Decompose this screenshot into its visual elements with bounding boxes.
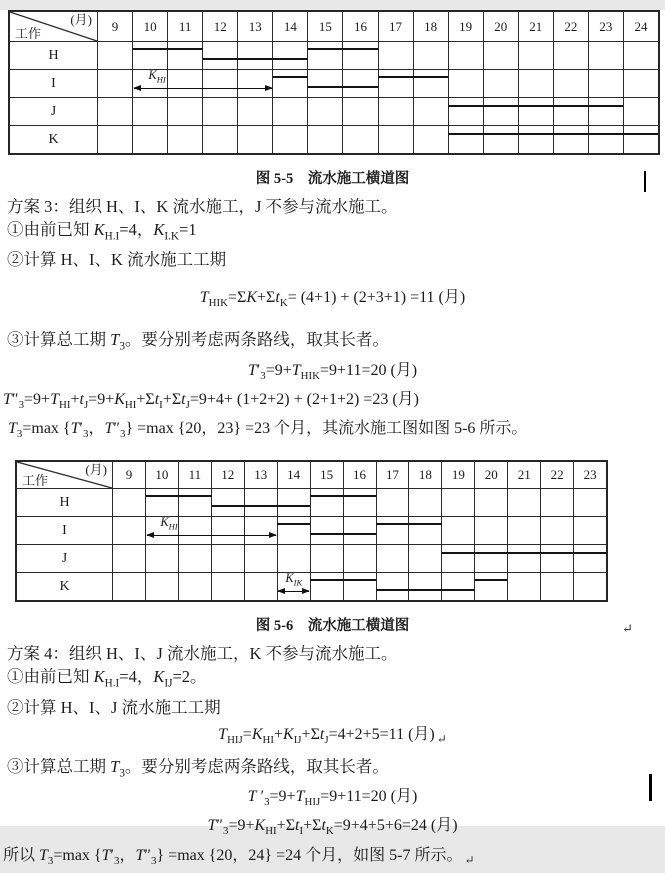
gantt-bar-I (273, 76, 308, 78)
gantt-bar-H (212, 505, 311, 507)
gantt-row-H (17, 488, 606, 516)
arrow-label-HI: $K_{HI}$ (160, 514, 178, 532)
gantt-bar-K (310, 579, 376, 581)
gantt-bar-H (146, 495, 212, 497)
gantt-bar-I (308, 86, 378, 88)
flow-step-arrow-HI (146, 514, 277, 539)
month-header-19: 19 (448, 12, 483, 41)
gantt-bar-H (308, 48, 378, 50)
formula-line: $T'_3=9+T_{HIK}=9+11=20$ (月) (247, 361, 418, 382)
month-header-17: 17 (376, 462, 409, 488)
text-section-scheme-3 (0, 168, 665, 446)
corner-month-label: (月) (85, 462, 107, 478)
gantt-bar-I (378, 76, 448, 78)
month-header-11: 11 (178, 462, 211, 488)
text-line: ②计算 H、I、K 流水施工工期 (7, 250, 227, 270)
text-line: ①由前已知 $K_{H.I}=4$，$K_{IJ}=2$。 (7, 667, 207, 690)
month-header-18: 18 (408, 462, 441, 488)
paragraph-return-mark: ↵ (436, 731, 447, 746)
month-header-24: 24 (623, 12, 658, 41)
month-header-16: 16 (343, 462, 376, 488)
text-line: ②计算 H、I、J 流水施工工期 (7, 697, 221, 717)
gantt-chart-5-6 (15, 460, 608, 602)
formula-line: $T_{HIJ}=K_{HI}+K_{IJ}+\Sigma t_J=4+2+5=11$ (月) $_↵$ (218, 725, 447, 746)
gantt-chart-5-5 (8, 10, 660, 155)
text-cursor (644, 171, 646, 192)
arrowhead-left-icon (146, 532, 154, 538)
month-header-21: 21 (507, 462, 540, 488)
row-label-I: I (10, 70, 98, 97)
month-header-17: 17 (378, 12, 413, 41)
month-header-9: 9 (125, 467, 133, 483)
gantt-row-J (10, 97, 658, 125)
gantt-bar-J (448, 105, 623, 107)
month-header-12: 12 (202, 12, 237, 41)
month-header-20: 20 (483, 12, 518, 41)
row-label-J: J (10, 98, 98, 125)
gantt-bar-H (203, 58, 308, 60)
row-label-H: H (10, 42, 98, 69)
month-header-23: 23 (573, 462, 606, 488)
month-header-22: 22 (540, 462, 573, 488)
month-header-18: 18 (413, 12, 448, 41)
month-header-14: 14 (272, 12, 307, 41)
month-header-23: 23 (588, 12, 623, 41)
arrow-label-IK: $K_{IK}$ (285, 570, 303, 588)
gantt-bar-H (310, 495, 376, 497)
month-header-15: 15 (307, 12, 342, 41)
gantt-bar-K (448, 133, 658, 135)
table-corner-cell (17, 462, 113, 488)
gantt-bar-J (442, 552, 606, 554)
arrowhead-right-icon (302, 588, 310, 594)
text-cursor (649, 774, 652, 801)
gantt-bar-I (277, 523, 310, 525)
corner-work-label: 工作 (22, 473, 49, 489)
text-line: ①由前已知 $K_{H.I}=4$，$K_{I.K}=1$ (7, 220, 197, 243)
row-label-K: K (17, 573, 113, 600)
month-header-9: 9 (111, 18, 119, 34)
arrow-label-HI: $K_{HI}$ (148, 67, 166, 84)
month-header-14: 14 (277, 462, 310, 488)
month-header-10: 10 (132, 12, 167, 41)
gantt-bar-K (376, 589, 475, 591)
text-line: ③计算总工期 $T_3$。要分别考虑两条路线，取其长者。 (7, 330, 389, 353)
month-header-13: 13 (244, 462, 277, 488)
gantt-bar-I (310, 533, 376, 535)
gantt-bar-I (376, 523, 442, 525)
formula-line: 所以 $T_3=\max$ {$T'_3$，$T''_3\} =\max$ {20，24} =24 个月，如图 5-7 所示。 $_↵$ (3, 846, 475, 867)
gantt-bar-K (475, 579, 508, 581)
text-section-scheme-4 (0, 615, 665, 872)
gantt-row-I (10, 69, 658, 97)
month-header-22: 22 (553, 12, 588, 41)
gantt-row-J (17, 544, 606, 572)
corner-month-label: (月) (70, 12, 92, 27)
text-line: ③计算总工期 $T_3$。要分别考虑两条路线，取其长者。 (7, 756, 389, 780)
table-corner-cell (10, 12, 98, 41)
row-label-H: H (17, 489, 113, 516)
arrowhead-left-icon (277, 588, 285, 594)
text-line: 方案 4：组织 H、I、J 流水施工，K 不参与流水施工。 (7, 644, 398, 664)
formula-line: T $'_3=9+T_{HIJ}=9+11=20$ (月) (247, 788, 418, 809)
figure-caption: 图 5-5 流水施工横道图 (255, 171, 410, 187)
flow-step-arrow-IK (277, 570, 310, 595)
month-header-15: 15 (310, 462, 343, 488)
gantt-row-H (10, 41, 658, 69)
month-header-19: 19 (441, 462, 474, 488)
gantt-row-K (17, 572, 606, 600)
month-header-11: 11 (167, 12, 202, 41)
month-header-20: 20 (474, 462, 507, 488)
row-label-K: K (10, 126, 98, 153)
text-line: 方案 3：组织 H、I、K 流水施工，J 不参与流水施工。 (7, 197, 398, 216)
formula-line: $T_3=\max$ {$T'_3$，$T''_3\} =\max$ {20，23} =23 个月，其流水施工图如图 5-6 所示。 (8, 420, 528, 441)
figure-caption: 图 5-6 流水施工横道图 ↵ (0, 615, 665, 638)
flow-step-arrow-HI (133, 67, 273, 92)
month-header-21: 21 (518, 12, 553, 41)
paragraph-return-mark: ↵ (622, 621, 633, 637)
gantt-bar-H (133, 48, 203, 50)
formula-line: $T''_3=9+T_{HI}+t_J=9+K_{HI}+\Sigma t_I+\Sigma t_J=9+4+ (1+2+2) + (2+1+2) =23$ (月) (3, 390, 420, 412)
gantt-row-I (17, 516, 606, 544)
corner-work-label: 工作 (15, 26, 42, 41)
document-page (0, 10, 665, 867)
paragraph-return-mark: ↵ (464, 852, 475, 867)
month-header-10: 10 (145, 462, 178, 488)
formula-line: $T_{HIK}=\Sigma K+\Sigma t_K= (4+1) + (2+3+1) =11$ (月) (199, 289, 466, 310)
gantt-row-K (10, 125, 658, 153)
row-label-J: J (17, 545, 113, 572)
arrowhead-right-icon (265, 85, 273, 91)
month-header-12: 12 (211, 462, 244, 488)
arrowhead-right-icon (269, 532, 277, 538)
row-label-I: I (17, 517, 113, 544)
arrowhead-left-icon (133, 85, 141, 91)
month-header-13: 13 (237, 12, 272, 41)
month-header-16: 16 (342, 12, 377, 41)
formula-line: $T''_3=9+K_{HI}+\Sigma t_I+\Sigma t_K=9+4+5+6=24$ (月) (207, 817, 458, 838)
